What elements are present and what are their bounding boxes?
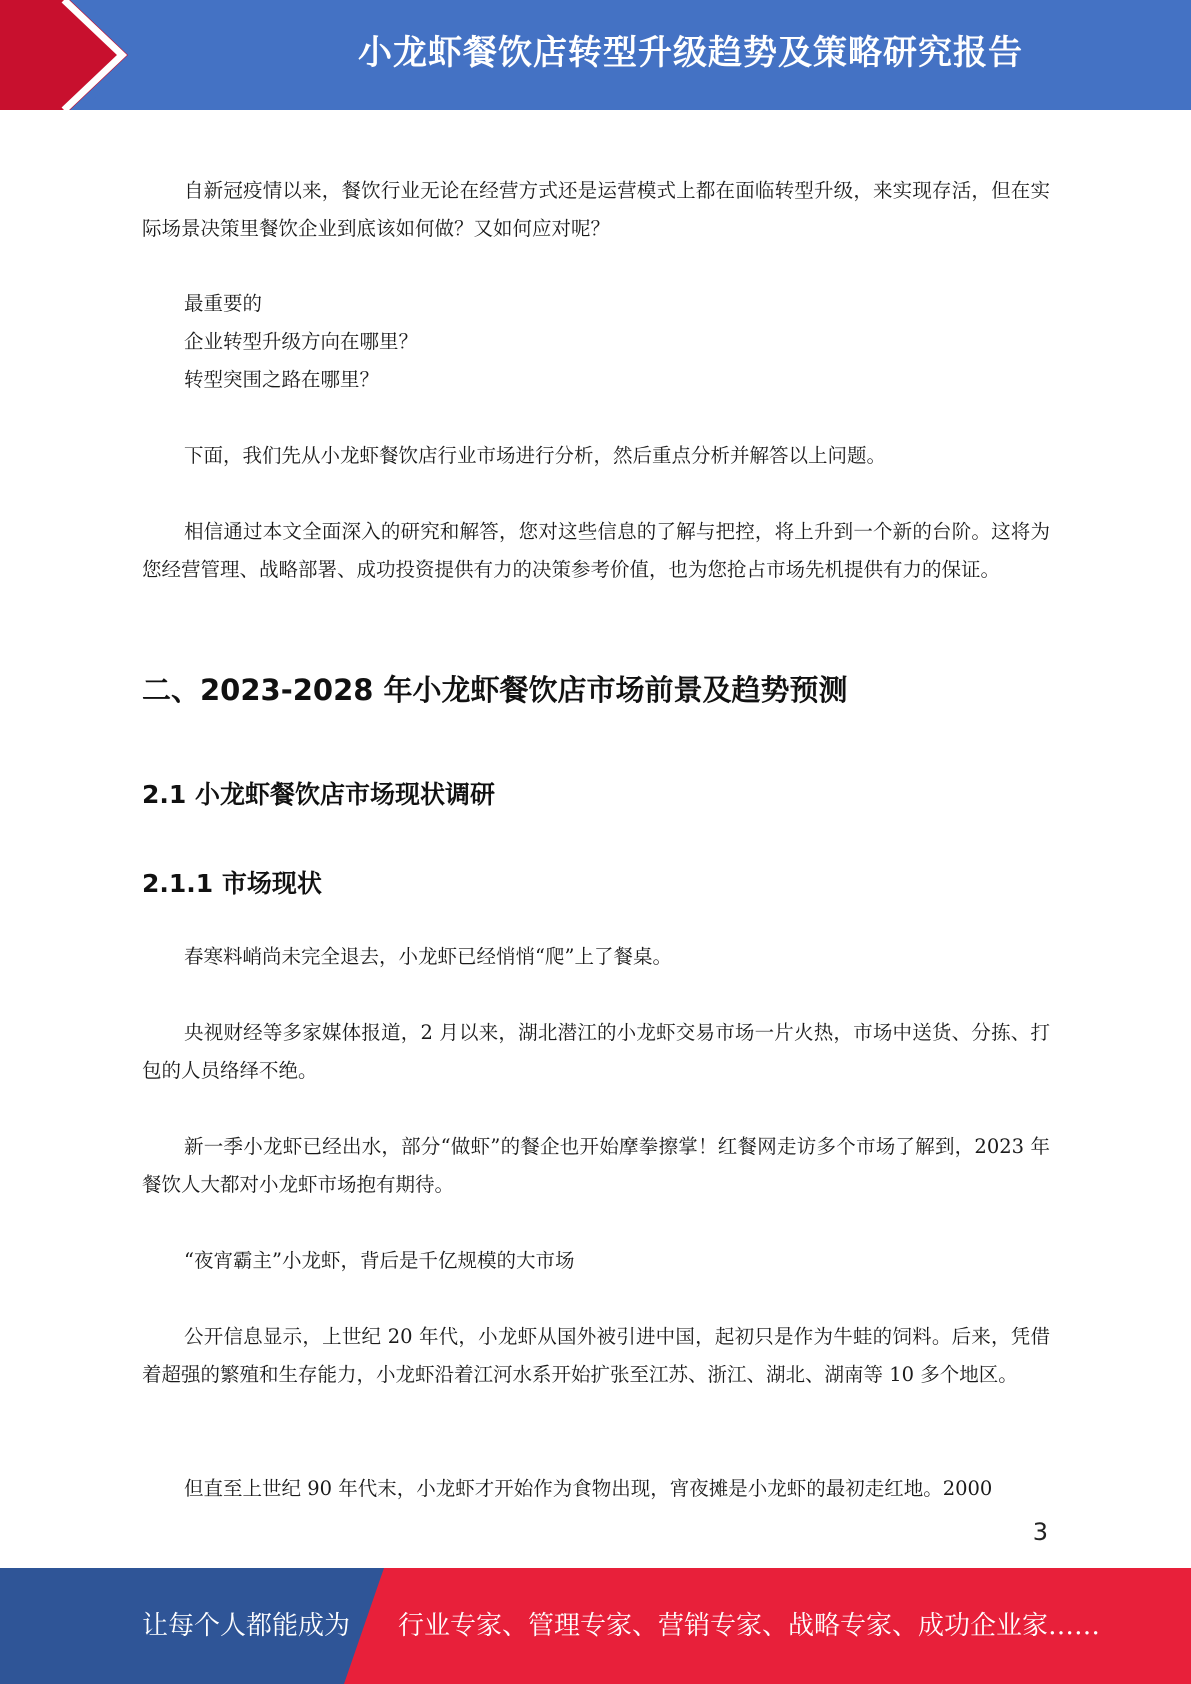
section-heading: 二、2023-2028 年小龙虾餐饮店市场前景及趋势预测 xyxy=(142,673,848,707)
subsubsection-heading: 2.1.1 市场现状 xyxy=(142,869,322,898)
intro-list-item-1: 最重要的 xyxy=(184,292,263,315)
body-paragraph: 春寒料峭尚未完全退去，小龙虾已经悄悄“爬”上了餐桌。 xyxy=(184,945,672,968)
chevron-arrow-icon xyxy=(0,0,160,110)
body-paragraph: 公开信息显示，上世纪 20 年代，小龙虾从国外被引进中国，起初只是作为牛蛙的饲料。后来，凭借着超强的繁殖和生存能力，小龙虾沿着江河水系开始扩张至江苏、浙江、湖北、湖南等 10 多个地区。 xyxy=(142,1325,1050,1386)
body-paragraph: 央视财经等多家媒体报道，2 月以来，湖北潜江的小龙虾交易市场一片火热，市场中送货、分拣、打包的人员络绎不绝。 xyxy=(142,1021,1050,1082)
intro-paragraph-3: 相信通过本文全面深入的研究和解答，您对这些信息的了解与把控，将上升到一个新的台阶。这将为您经营管理、战略部署、成功投资提供有力的决策参考价值，也为您抢占市场先机提供有力的保证。 xyxy=(142,520,1050,581)
intro-list-item-3: 转型突围之路在哪里？ xyxy=(184,368,380,391)
footer-slogan-right: 行业专家、管理专家、营销专家、战略专家、成功企业家…… xyxy=(398,1611,1101,1641)
intro-paragraph-2: 下面，我们先从小龙虾餐饮店行业市场进行分析，然后重点分析并解答以上问题。 xyxy=(184,444,887,467)
footer-band xyxy=(0,1568,1191,1684)
body-paragraph: 但直至上世纪 90 年代末，小龙虾才开始作为食物出现，宵夜摊是小龙虾的最初走红地。2000 xyxy=(184,1477,993,1500)
subsection-heading: 2.1 小龙虾餐饮店市场现状调研 xyxy=(142,780,495,809)
header-band xyxy=(0,0,1191,110)
page-number: 3 xyxy=(1032,1518,1048,1546)
body-paragraph: 新一季小龙虾已经出水，部分“做虾”的餐企也开始摩拳擦掌！红餐网走访多个市场了解到，2023 年餐饮人大都对小龙虾市场抱有期待。 xyxy=(142,1135,1050,1196)
body-paragraph: “夜宵霸主”小龙虾，背后是千亿规模的大市场 xyxy=(184,1249,575,1272)
footer-slogan-left: 让每个人都能成为 xyxy=(142,1611,351,1641)
report-title: 小龙虾餐饮店转型升级趋势及策略研究报告 xyxy=(358,33,1023,73)
intro-paragraph-1: 自新冠疫情以来，餐饮行业无论在经营方式还是运营模式上都在面临转型升级，来实现存活，但在实际场景决策里餐饮企业到底该如何做？又如何应对呢？ xyxy=(142,179,1050,240)
intro-list-item-2: 企业转型升级方向在哪里？ xyxy=(184,330,419,353)
